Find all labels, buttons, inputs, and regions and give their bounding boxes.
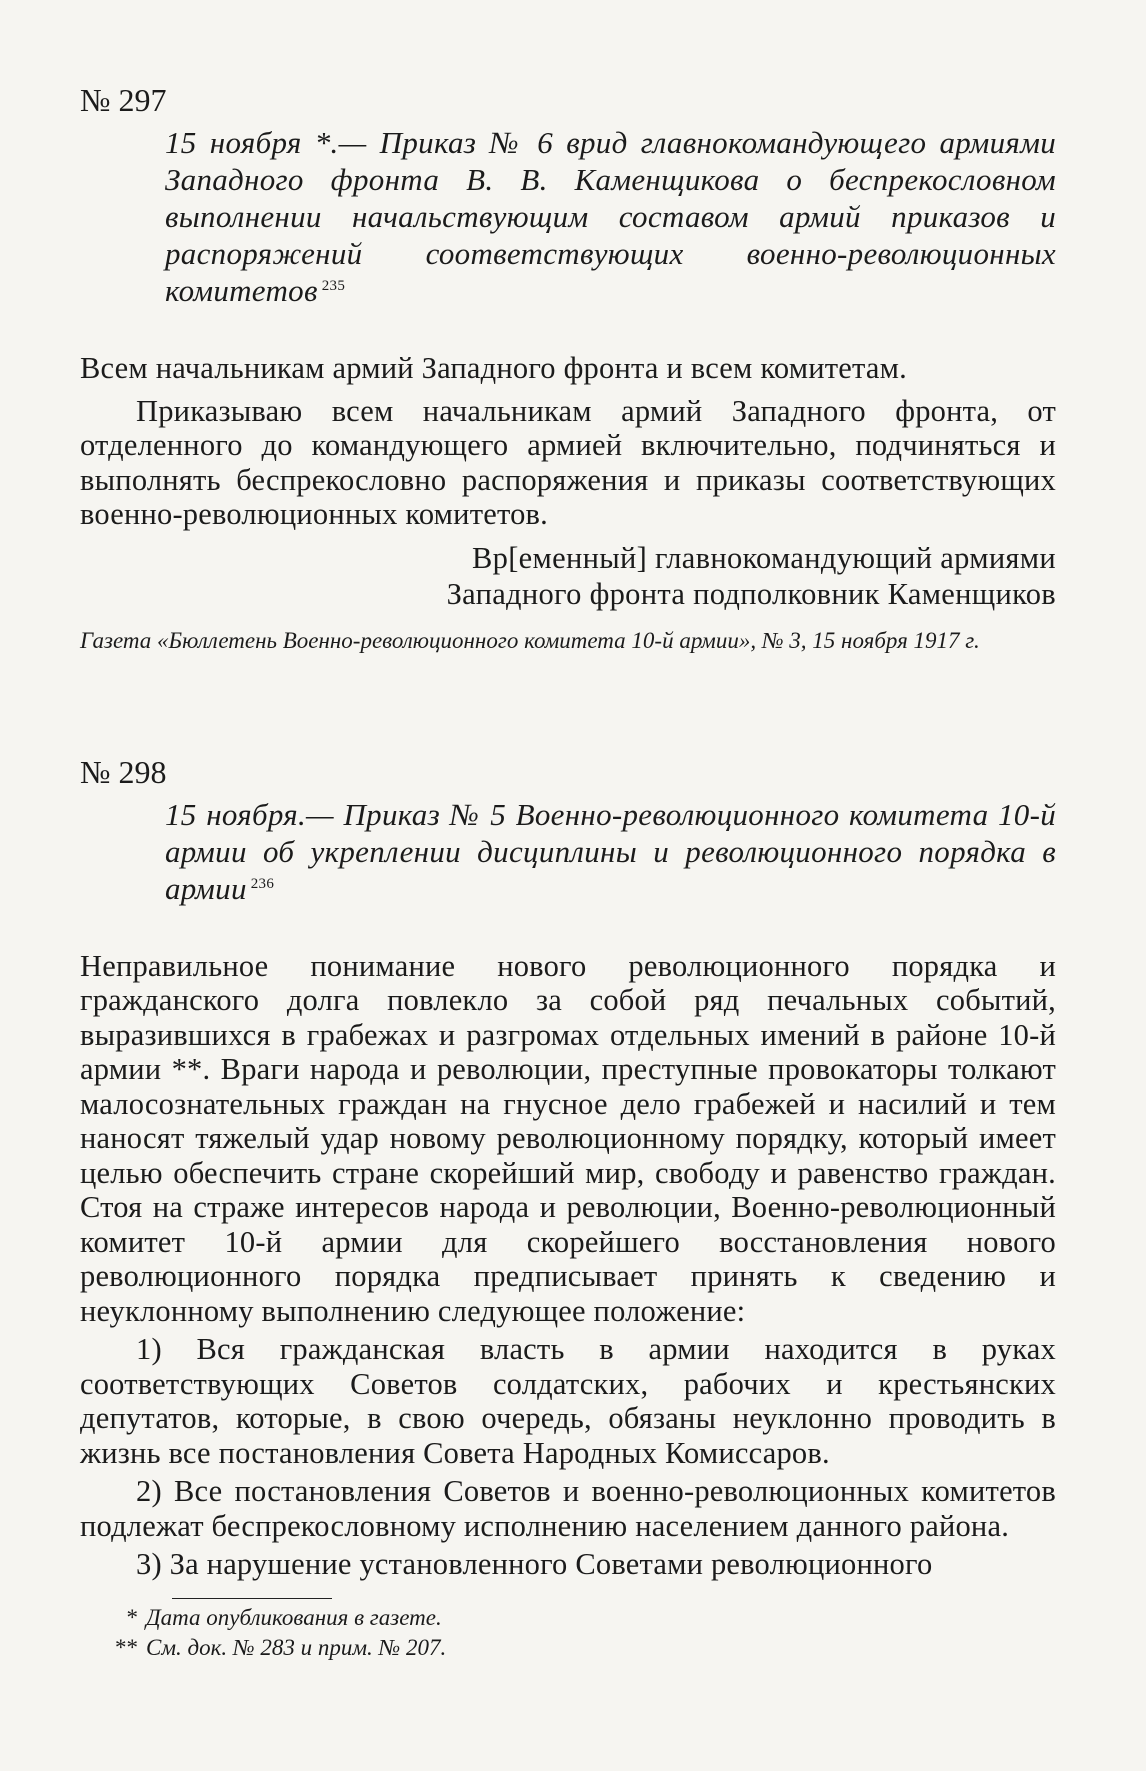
- signature-line-2: Западного фронта подполковник Каменщиков: [446, 576, 1056, 611]
- signature-line-1: Вр[еменный] главнокомандующий армиями: [472, 540, 1056, 575]
- footnote-text: Дата опубликования в газете.: [146, 1604, 442, 1630]
- document-heading: [165, 796, 1056, 907]
- heading-text: 15 ноября.— Приказ № 5 Военно-революционного комитета 10-й армии об укреплении дисциплины и революционного порядка в армии: [165, 796, 1056, 906]
- footnotes: [80, 1603, 1056, 1663]
- heading-note-ref: 236: [250, 875, 275, 892]
- footnote-text: См. док. № 283 и прим. № 207.: [146, 1634, 447, 1660]
- document-number: № 297: [80, 82, 167, 118]
- footnote-mark: **: [115, 1634, 138, 1660]
- heading-note-ref: 235: [321, 278, 346, 294]
- list-item-2: 2) Все постановления Советов и военно-революционных комитетов подлежат беспрекословному исполнению населением данного района.: [80, 1474, 1056, 1543]
- address-line: Всем начальникам армий Западного фронта и всем комитетам.: [80, 351, 907, 385]
- order-text: Приказываю всем начальникам армий Западного фронта, от отделенного до командующего армией включительно, подчиняться и выполнять беспрекословно распоряжения и приказы соответствующих военно-революционных комитетов.: [80, 393, 1056, 531]
- document-297: [80, 80, 1056, 656]
- list-item-1: 1) Вся гражданская власть в армии находится в руках соответствующих Советов солдатских, рабочих и крестьянских депутатов, которые, в свою очередь, обязаны неуклонно проводить в жизнь все постановления Совета Народных Комиссаров.: [80, 1332, 1056, 1470]
- document-number: № 298: [80, 753, 167, 790]
- list-item-3: 3) За нарушение установленного Советами революционного: [136, 1547, 933, 1581]
- footnote-mark: *: [126, 1604, 138, 1630]
- section-gap: [80, 656, 1056, 752]
- source-citation: Газета «Бюллетень Военно-революционного комитета 10-й армии», № 3, 15 ноября 1917 г.: [80, 627, 980, 653]
- document-298: [80, 752, 1056, 1582]
- footnote-divider: [172, 1598, 332, 1599]
- footnote: [80, 1603, 1056, 1633]
- document-heading: [165, 124, 1056, 309]
- intro-paragraph: Неправильное понимание нового революционного порядка и гражданского долга повлекло за собой ряд печальных событий, выразившихся в грабежах и разгромах отдельных имений в районе 10-й армии **. Враги народа и революции, преступные провокаторы толкают малосознательных граждан на гнусное дело грабежей и насилий и тем наносят тяжелый удар новому революционному порядку, который имеет целью обеспечить стране скорейший мир, свободу и равенство граждан. Стоя на страже интересов народа и революции, Военно-революционный комитет 10-й армии для скорейшего восстановления нового революционного порядка предписывает принять к сведению и неуклонному выполнению следующее положение:: [80, 948, 1056, 1328]
- footnote: [80, 1633, 1056, 1663]
- heading-text: 15 ноября *.— Приказ № 6 врид главнокомандующего армиями Западного фронта В. В. Каменщикова о беспрекословном выполнении начальствующим составом армий приказов и распоряжений соответствующих военно-революционных комитетов: [165, 125, 1056, 308]
